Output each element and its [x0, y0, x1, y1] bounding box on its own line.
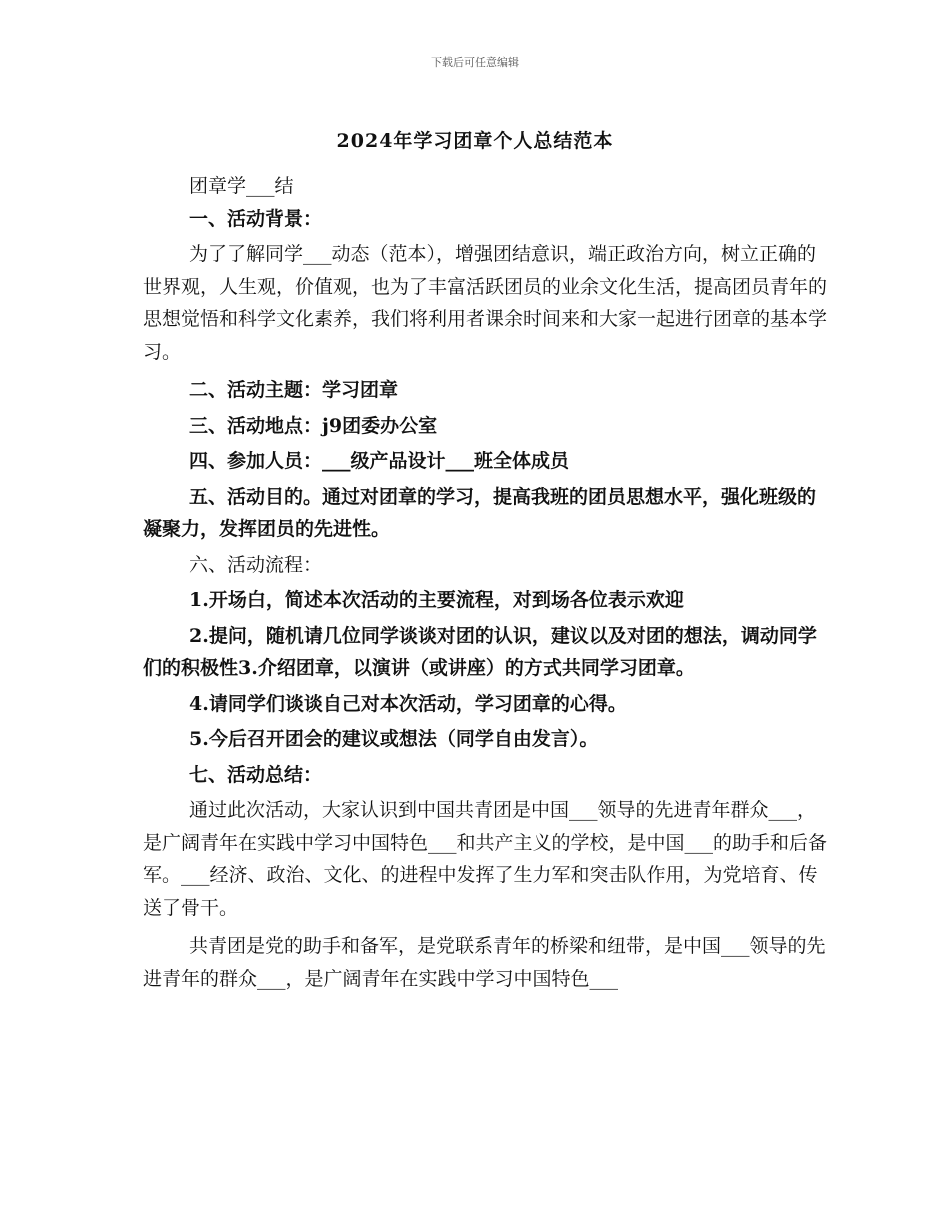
section-heading-background: 一、活动背景：: [189, 207, 323, 230]
section-heading-participants: 四、参加人员：___级产品设计___班全体成员: [189, 450, 570, 472]
section-heading-process: 六、活动流程：: [189, 553, 323, 576]
process-step-2-3: 2.提问，随机请几位同学谈谈对团的认识，建议以及对团的想法，调动同学们的积极性3.介绍团章，以演讲（或讲座）的方式共同学习团章。: [143, 624, 817, 679]
process-step-5: 5.今后召开团会的建议或想法（同学自由发言）。: [189, 728, 599, 750]
process-step-4: 4.请同学们谈谈自己对本次活动，学习团章的心得。: [189, 692, 627, 715]
section-heading-purpose: 五、活动目的。通过对团章的学习，提高我班的团员思想水平，强化班级的凝聚力，发挥团员的先进性。: [143, 485, 817, 540]
paragraph-summary-1: 通过此次活动，大家认识到中国共青团是中国___领导的先进青年群众___，是广阔青年在实践中学习中国特色___和共产主义的学校，是中国___的助手和后备军。___经济、政治、文化、的进程中发挥了生力军和突击队作用，为党培育、传送了骨干。: [143, 799, 828, 919]
page-header-note: 下载后可任意编辑: [431, 56, 519, 69]
section-heading-theme: 二、活动主题：学习团章: [189, 379, 399, 401]
section-heading-summary: 七、活动总结：: [189, 763, 323, 786]
section-heading-location: 三、活动地点：j9团委办公室: [189, 414, 438, 437]
process-step-1: 1.开场白，简述本次活动的主要流程，对到场各位表示欢迎: [189, 589, 684, 611]
paragraph-summary-2: 共青团是党的助手和备军，是党联系青年的桥梁和纽带，是中国___领导的先进青年的群众___，是广阔青年在实践中学习中国特色___: [143, 935, 826, 990]
document-body: [143, 170, 833, 995]
paragraph-background: 为了了解同学___动态（范本），增强团结意识，端正政治方向，树立正确的世界观，人生观，价值观，也为了丰富活跃团员的业余文化生活，提高团员青年的思想觉悟和科学文化素养，我们将利用者课余时间来和大家一起进行团章的基本学习。: [143, 243, 828, 363]
paragraph-subtitle: 团章学___结: [189, 175, 294, 197]
document-title: 2024年学习团章个人总结范本: [336, 130, 614, 152]
